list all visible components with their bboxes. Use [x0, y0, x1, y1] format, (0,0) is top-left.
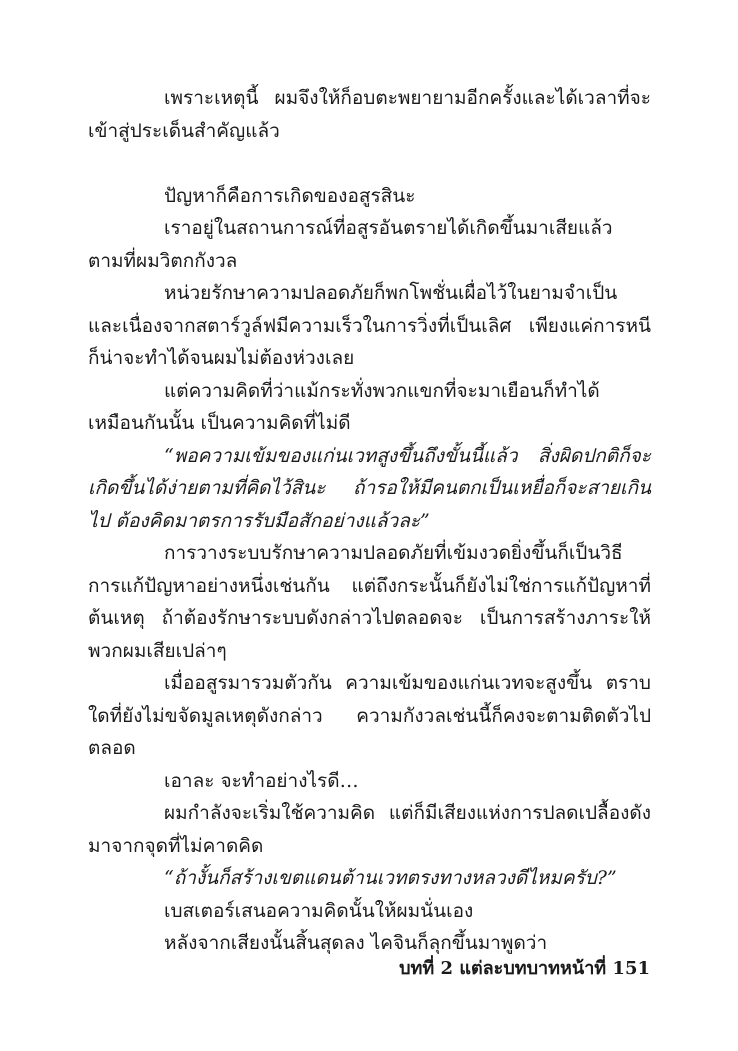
page-footer: บทที่ 2 แต่ละบทบาทหน้าที่ 151: [399, 958, 650, 979]
body-text: [88, 82, 651, 960]
paragraph-5: แต่ความคิดที่ว่าแม้กระทั่งพวกแขกที่จะมาเยือนก็ทำได้เหมือนกันนั้น เป็นความคิดที่ไม่ดี: [88, 379, 600, 434]
paragraph-10: ผมกำลังจะเริ่มใช้ความคิด แต่ก็มีเสียงแห่งการปลดเปลื้องดังมาจากจุดที่ไม่คาดคิด: [88, 802, 651, 857]
paragraph-3: เราอยู่ในสถานการณ์ที่อสูรอันตรายได้เกิดขึ้นมาเสียแล้ว ตามที่ผมวิตกกังวล: [88, 217, 613, 272]
paragraph-7: การวางระบบรักษาความปลอดภัยที่เข้มงวดยิ่งขึ้นก็เป็นวิธีการแก้ปัญหาอย่างหนึ่งเช่นกัน แต่ถึงกระนั้นก็ยังไม่ใช่การแก้ปัญหาที่ต้นเหตุ ถ้าต้องรักษาระบบดังกล่าวไปตลอดจะ เป็นการสร้างภาระให้พวกผมเสียเปล่าๆ: [88, 542, 651, 662]
paragraph-13: หลังจากเสียงนั้นสิ้นสุดลง ไคจินก็ลุกขึ้นมาพูดว่า: [164, 932, 548, 954]
paragraph-8: เมื่ออสูรมารวมตัวกัน ความเข้มของแก่นเวทจะสูงขึ้น ตราบใดที่ยังไม่ขจัดมูลเหตุดังกล่าว ความกังวลเช่นนี้ก็คงจะตามติดตัวไปตลอด: [88, 672, 651, 759]
paragraph-12: เบสเตอร์เสนอความคิดนั้นให้ผมนั่นเอง: [164, 899, 474, 922]
dialogue-paragraph-11: “ถ้างั้นก็สร้างเขตแดนต้านเวทตรงทางหลวงดีไหมครับ?”: [164, 867, 617, 889]
paragraph-1: เพราะเหตุนี้ ผมจึงให้ก็อบตะพยายามอีกครั้งและได้เวลาที่จะเข้าสู่ประเด็นสำคัญแล้ว: [88, 87, 651, 142]
paragraph-4: หน่วยรักษาความปลอดภัยก็พกโพชั่นเผื่อไว้ในยามจำเป็น และเนื่องจากสตาร์วูล์ฟมีความเร็วในการวิ่งที่เป็นเลิศ เพียงแค่การหนีก็น่าจะทำได้จนผมไม่ต้องห่วงเลย: [88, 282, 651, 369]
paragraph-gap: [88, 147, 651, 180]
paragraph-9: เอาละ จะทำอย่างไรดี…: [164, 769, 359, 792]
dialogue-paragraph-6: “พอความเข้มของแก่นเวทสูงขึ้นถึงขั้นนี้แล้ว สิ่งผิดปกติก็จะเกิดขึ้นได้ง่ายตามที่คิดไว้สินะ ถ้ารอให้มีคนตกเป็นเหยื่อก็จะสายเกินไป ต้องคิดมาตรการรับมือสักอย่างแล้วละ”: [88, 444, 651, 532]
paragraph-2: ปัญหาก็คือการเกิดของอสูรสินะ: [164, 184, 416, 207]
